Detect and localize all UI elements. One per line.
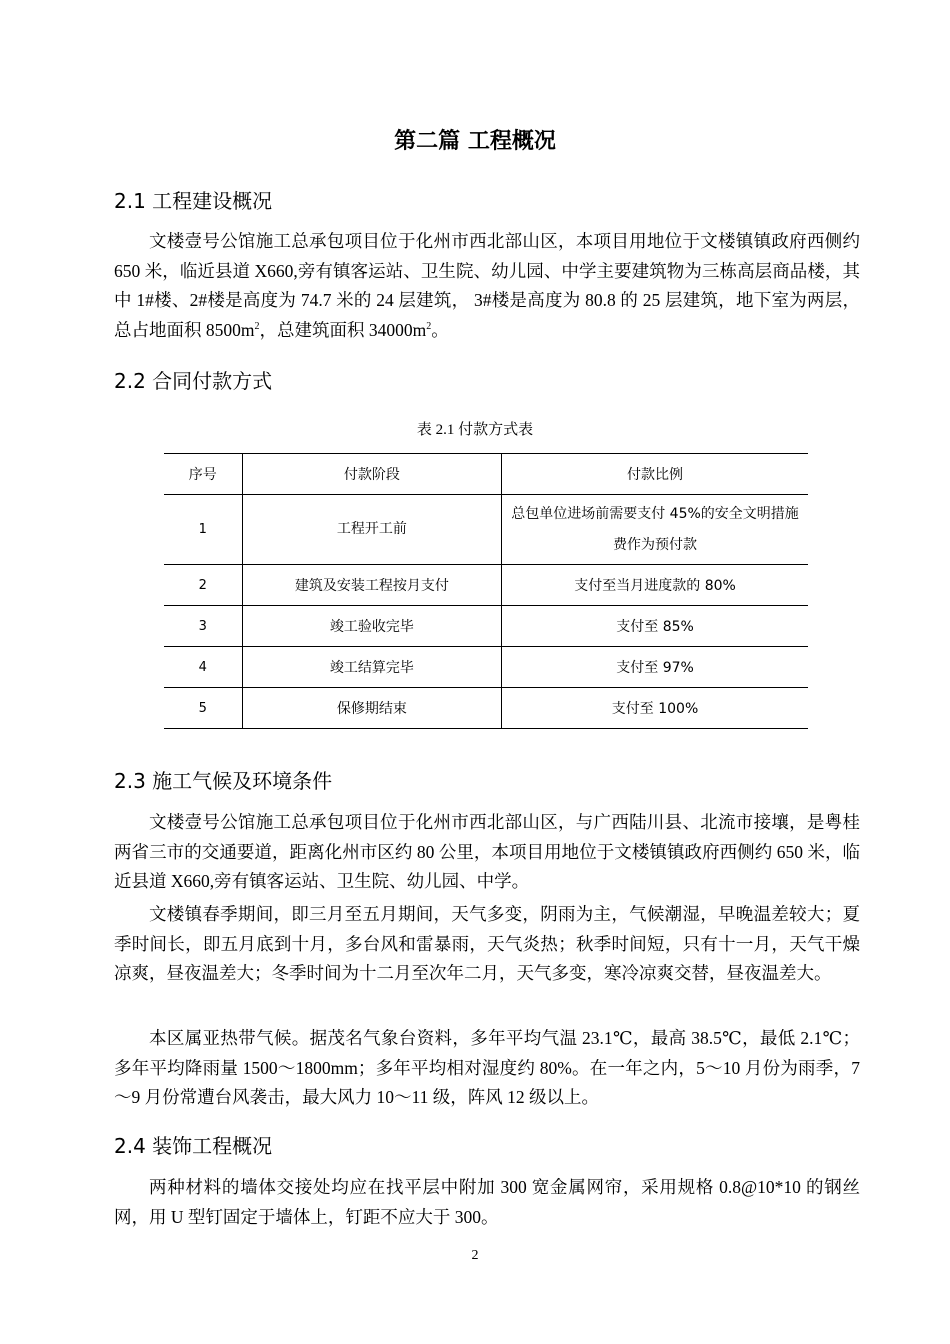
- cell-ratio-text: 总包单位进场前需要支付 45%的安全文明措施费作为预付款: [511, 505, 799, 553]
- paragraph-2-4: 两种材料的墙体交接处均应在找平层中附加 300 宽金属网帘，采用规格 0.8@10*10 的钢丝网，用 U 型钉固定于墙体上，钉距不应大于 300。: [114, 1177, 860, 1227]
- table-caption: 表 2.1 付款方式表: [416, 422, 534, 438]
- table-row: [164, 647, 808, 688]
- cell-no: 2: [164, 565, 242, 606]
- cell-ratio: 支付至 100%: [502, 688, 808, 729]
- paragraph-2-3-a: 文楼壹号公馆施工总承包项目位于化州市西北部山区，与广西陆川县、北流市接壤，是粤桂两省三市的交通要道，距离化州市区约 80 公里，本项目用地位于文楼镇镇政府西侧约 650 米，临近县道 X660,旁有镇客运站、卫生院、幼儿园、中学。: [114, 812, 860, 891]
- section-heading-2-1: 2.1 工程建设概况: [114, 189, 273, 213]
- cell-stage: 工程开工前: [242, 495, 501, 565]
- section-heading-2-2: 2.2 合同付款方式: [114, 369, 273, 393]
- cell-stage: 保修期结束: [242, 688, 501, 729]
- table-row: [164, 606, 808, 647]
- cell-ratio: 支付至 85%: [502, 606, 808, 647]
- cell-no: 1: [164, 495, 242, 565]
- table-row: [164, 495, 808, 565]
- paragraph-2-1-text-c: 。: [431, 319, 449, 340]
- cell-no: 3: [164, 606, 242, 647]
- header-stage: 付款阶段: [242, 454, 501, 495]
- header-ratio: 付款比例: [502, 454, 808, 495]
- paragraph-2-1-text-b: ，总建筑面积 34000m: [259, 319, 427, 340]
- paragraph-2-3-b: 文楼镇春季期间，即三月至五月期间，天气多变，阴雨为主，气候潮湿，早晚温差较大；夏季时间长，即五月底到十月，多台风和雷暴雨，天气炎热；秋季时间短，只有十一月，天气干燥凉爽，昼夜温差大；冬季时间为十二月至次年二月，天气多变，寒冷凉爽交替，昼夜温差大。: [114, 904, 860, 983]
- chapter-title: 第二篇 工程概况: [394, 129, 556, 154]
- cell-no: 5: [164, 688, 242, 729]
- table-header-row: [164, 454, 808, 495]
- payment-table: [164, 453, 808, 729]
- paragraph-2-3-c: 本区属亚热带气候。据茂名气象台资料，多年平均气温 23.1℃，最高 38.5℃，最低 2.1℃；多年平均降雨量 1500～1800mm；多年平均相对湿度约 80%。在一年之内，5～10 月份为雨季，7～9 月份常遭台风袭击，最大风力 10～11 级，阵风 12 级以上。: [114, 1028, 860, 1107]
- cell-ratio: [502, 495, 808, 565]
- header-no: 序号: [164, 454, 242, 495]
- cell-ratio: 支付至当月进度款的 80%: [502, 565, 808, 606]
- cell-ratio: 支付至 97%: [502, 647, 808, 688]
- superscript-a: 2: [254, 320, 260, 332]
- cell-stage: 竣工结算完毕: [242, 647, 501, 688]
- table-row: [164, 688, 808, 729]
- superscript-b: 2: [426, 320, 432, 332]
- page-number: 2: [471, 1248, 479, 1263]
- paragraph-2-1-text-a: 文楼壹号公馆施工总承包项目位于化州市西北部山区，本项目用地位于文楼镇镇政府西侧约 650 米，临近县道 X660,旁有镇客运站、卫生院、幼儿园、中学主要建筑物为三栋高层商品楼，其中 1#楼、2#楼是高度为 74.7 米的 24 层建筑， 3#楼是高度为 80.8 的 25 层建筑，地下室为两层，总占地面积 8500m: [114, 231, 860, 340]
- section-heading-2-4: 2.4 装饰工程概况: [114, 1134, 273, 1158]
- table-row: [164, 565, 808, 606]
- cell-stage: 建筑及安装工程按月支付: [242, 565, 501, 606]
- paragraph-2-1: [114, 227, 860, 345]
- cell-stage: 竣工验收完毕: [242, 606, 501, 647]
- cell-no: 4: [164, 647, 242, 688]
- section-heading-2-3: 2.3 施工气候及环境条件: [114, 769, 333, 793]
